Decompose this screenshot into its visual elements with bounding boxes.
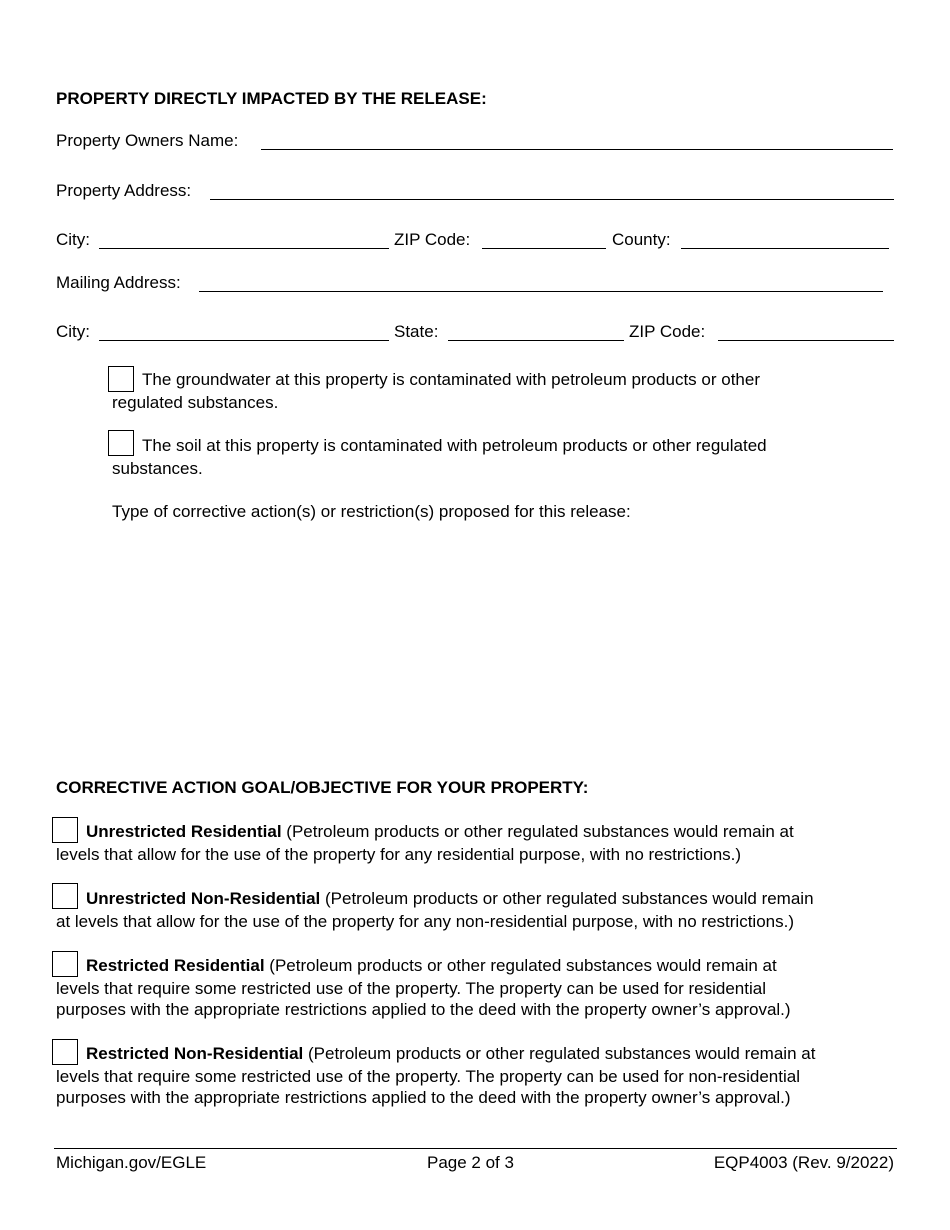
unrestricted-residential-line2: levels that allow for the use of the property for any residential purpose, with no restrictions.) <box>56 845 742 864</box>
restricted-nonresidential-checkbox[interactable] <box>52 1039 78 1065</box>
footer-page-number: Page 2 of 3 <box>427 1153 514 1172</box>
option-title: Unrestricted Residential <box>86 822 282 841</box>
state-label: State: <box>394 322 439 341</box>
unrestricted-nonresidential-checkbox[interactable] <box>52 883 78 909</box>
mailing-zip-field[interactable] <box>718 324 894 341</box>
mailing-zip-label: ZIP Code: <box>629 322 706 341</box>
mailing-address-field[interactable] <box>199 275 883 292</box>
restricted-nonresidential-line3: purposes with the appropriate restrictions applied to the deed with the property owner’s approval.) <box>56 1088 791 1107</box>
soil-checkbox[interactable] <box>108 430 134 456</box>
footer-website: Michigan.gov/EGLE <box>56 1153 207 1172</box>
option-title: Unrestricted Non-Residential <box>86 889 321 908</box>
option-desc: (Petroleum products or other regulated substances would remain at <box>269 956 777 975</box>
restricted-residential-line1 <box>86 955 777 977</box>
mailing-city-label: City: <box>56 322 90 341</box>
owner-name-label: Property Owners Name: <box>56 131 239 150</box>
footer-divider <box>54 1148 897 1149</box>
footer-form-id: EQP4003 (Rev. 9/2022) <box>713 1153 894 1172</box>
zip-field[interactable] <box>482 232 606 249</box>
property-address-label: Property Address: <box>56 181 192 200</box>
restricted-residential-line2: levels that require some restricted use of the property. The property can be used for residential <box>56 979 766 998</box>
corrective-type-response-area[interactable] <box>112 530 892 750</box>
restricted-residential-line3: purposes with the appropriate restrictions applied to the deed with the property owner’s approval.) <box>56 1000 791 1019</box>
county-label: County: <box>612 230 671 249</box>
groundwater-text-line1: The groundwater at this property is contaminated with petroleum products or other <box>142 370 760 389</box>
restricted-nonresidential-line1 <box>86 1043 815 1065</box>
restricted-residential-checkbox[interactable] <box>52 951 78 977</box>
mailing-address-label: Mailing Address: <box>56 273 181 292</box>
option-desc: (Petroleum products or other regulated substances would remain at <box>308 1044 816 1063</box>
unrestricted-residential-line1 <box>86 821 794 843</box>
restricted-nonresidential-line2: levels that require some restricted use of the property. The property can be used for non-residential <box>56 1067 800 1086</box>
mailing-city-field[interactable] <box>99 324 389 341</box>
corrective-type-label: Type of corrective action(s) or restriction(s) proposed for this release: <box>112 502 631 521</box>
groundwater-text-line2: regulated substances. <box>112 393 279 412</box>
city-label: City: <box>56 230 90 249</box>
soil-text-line2: substances. <box>112 459 203 478</box>
property-address-field[interactable] <box>210 183 894 200</box>
section-heading-property: PROPERTY DIRECTLY IMPACTED BY THE RELEASE: <box>56 89 487 108</box>
unrestricted-residential-checkbox[interactable] <box>52 817 78 843</box>
groundwater-checkbox[interactable] <box>108 366 134 392</box>
option-title: Restricted Residential <box>86 956 265 975</box>
owner-name-field[interactable] <box>261 133 893 150</box>
option-desc: (Petroleum products or other regulated substances would remain <box>325 889 814 908</box>
zip-label: ZIP Code: <box>394 230 471 249</box>
option-title: Restricted Non-Residential <box>86 1044 304 1063</box>
unrestricted-nonresidential-line1 <box>86 888 814 910</box>
unrestricted-nonresidential-line2: at levels that allow for the use of the property for any non-residential purpose, with no restrictions.) <box>56 912 794 931</box>
section-heading-goal: CORRECTIVE ACTION GOAL/OBJECTIVE FOR YOUR PROPERTY: <box>56 778 589 797</box>
option-desc: (Petroleum products or other regulated substances would remain at <box>286 822 794 841</box>
soil-text-line1: The soil at this property is contaminated with petroleum products or other regulated <box>142 436 767 455</box>
state-field[interactable] <box>448 324 624 341</box>
county-field[interactable] <box>681 232 889 249</box>
city-field[interactable] <box>99 232 389 249</box>
